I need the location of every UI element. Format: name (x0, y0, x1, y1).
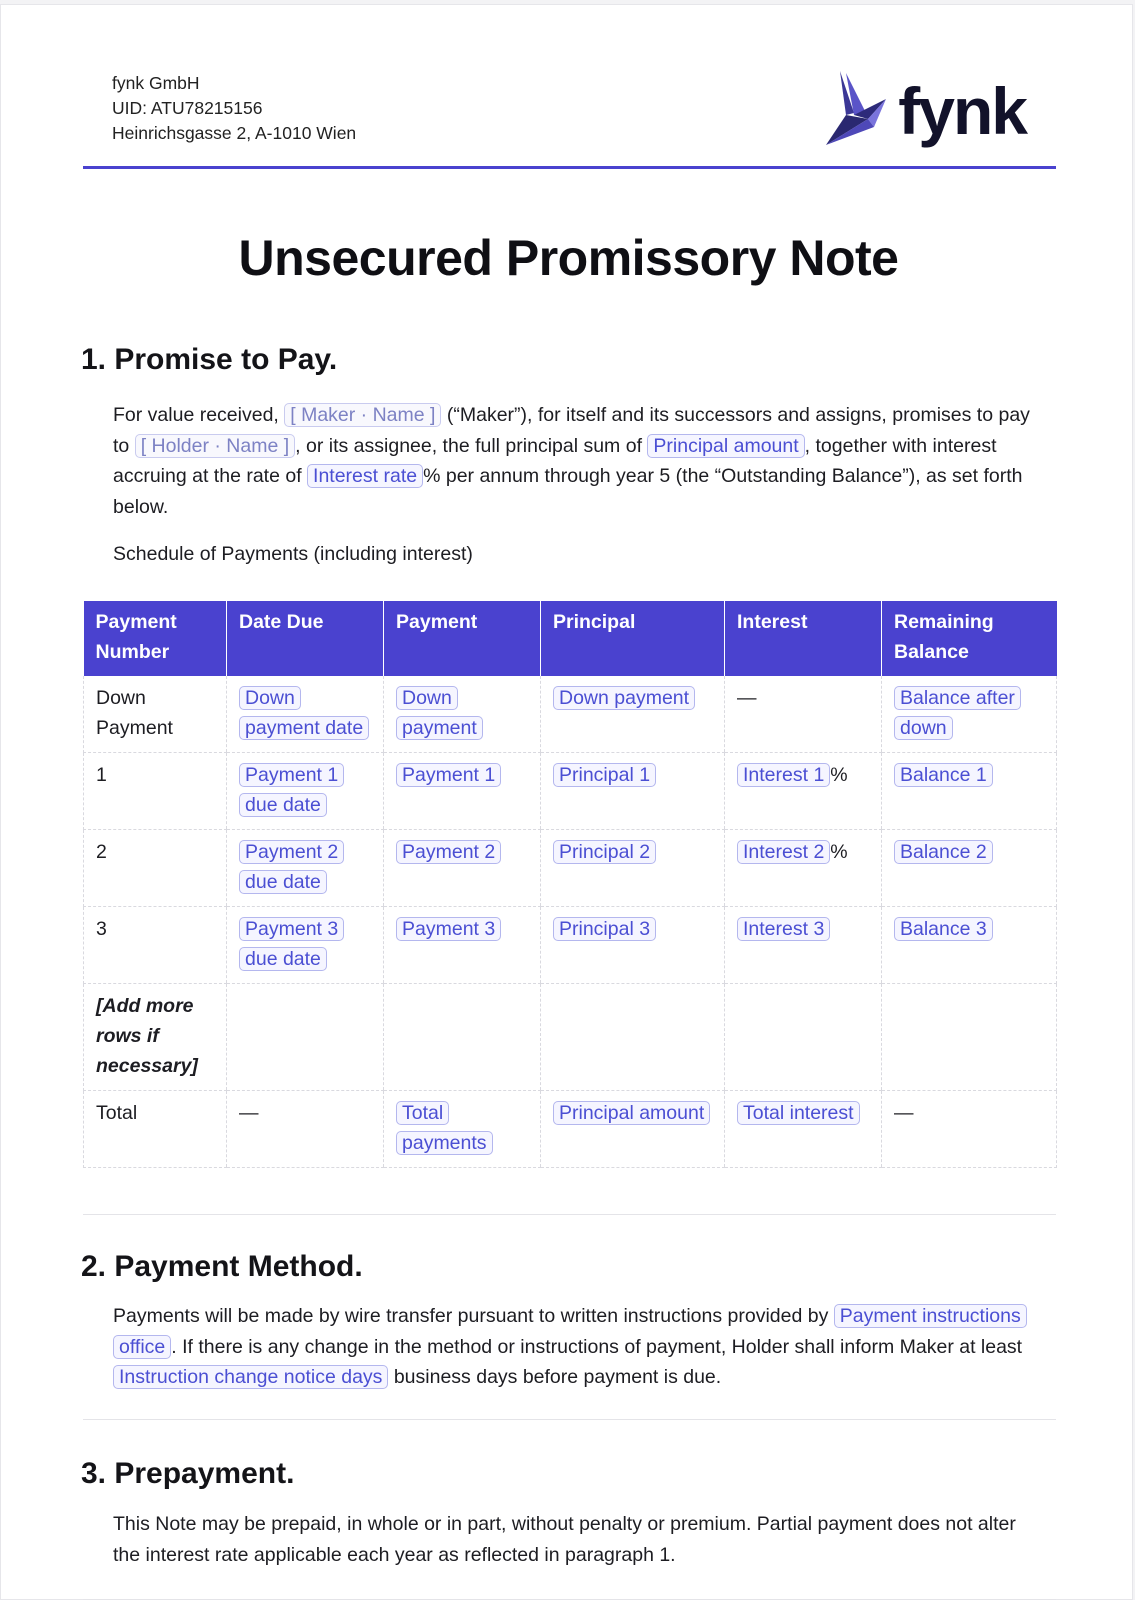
company-address: Heinrichsgasse 2, A-1010 Wien (112, 123, 357, 143)
table-row-down-payment (84, 676, 1057, 753)
section-1-heading: 1. Promise to Pay. (81, 343, 338, 376)
section-2-paragraph (113, 1301, 1048, 1393)
col-header-interest: Interest (725, 601, 882, 676)
company-uid: UID: ATU78215156 (112, 98, 263, 118)
text-run: For value received, (113, 404, 285, 426)
cell-number: 3 (84, 907, 227, 984)
text-run: Payments will be made by wire transfer pursuant to written instructions provided by (113, 1305, 834, 1327)
cell-date (227, 753, 384, 830)
maker-name-field[interactable]: [ Maker · Name ] (284, 403, 441, 427)
cell-payment (384, 753, 541, 830)
payment-3-field[interactable]: Payment 3 (396, 917, 501, 941)
cell-date: — (227, 1091, 384, 1168)
section-divider (83, 1214, 1056, 1215)
cell-interest (725, 830, 882, 907)
interest-1-field[interactable]: Interest 1 (737, 763, 830, 787)
percent-sign: % (830, 764, 848, 786)
empty-cell (882, 984, 1057, 1091)
cell-label: Total (84, 1091, 227, 1168)
payment-3-due-date-field[interactable]: Payment 3 due date (239, 917, 344, 971)
cell-principal (541, 1091, 725, 1168)
col-header-remaining-balance: Remaining Balance (882, 601, 1057, 676)
text-run: . If there is any change in the method or instructions of payment, Holder shall inform Maker at least (171, 1335, 1023, 1358)
section-divider (83, 1419, 1056, 1420)
col-header-principal: Principal (541, 601, 725, 676)
cell-balance (882, 753, 1057, 830)
logo-wordmark: fynk (898, 73, 1026, 148)
text-run: , or its assignee, the full principal sum of (295, 434, 648, 457)
cell-payment (384, 1091, 541, 1168)
cell-principal (541, 907, 725, 984)
cell-number: 2 (84, 830, 227, 907)
company-name: fynk GmbH (112, 73, 200, 93)
table-row (84, 907, 1057, 984)
empty-cell (384, 984, 541, 1091)
schedule-caption: Schedule of Payments (including interest) (113, 543, 473, 565)
text-run: % per annum through year 5 (the “Outstanding Balance”), as set forth below. (113, 465, 1023, 518)
col-header-payment: Payment (384, 601, 541, 676)
cell-interest: — (725, 676, 882, 753)
empty-cell (725, 984, 882, 1091)
cell-principal (541, 676, 725, 753)
col-header-payment-number: Payment Number (84, 601, 227, 676)
document-title: Unsecured Promissory Note (238, 230, 899, 286)
cell-balance: — (882, 1091, 1057, 1168)
balance-2-field[interactable]: Balance 2 (894, 840, 993, 864)
instruction-change-notice-days-field[interactable]: Instruction change notice days (113, 1365, 388, 1389)
principal-2-field[interactable]: Principal 2 (553, 840, 656, 864)
empty-cell (541, 984, 725, 1091)
cell-interest (725, 1091, 882, 1168)
interest-3-field[interactable]: Interest 3 (737, 917, 830, 941)
fynk-bird-logo-icon (824, 69, 894, 152)
cell-date (227, 676, 384, 753)
payment-2-field[interactable]: Payment 2 (396, 840, 501, 864)
text-run: (“Maker”), for itself and its successors and assigns, promises to pay to (113, 404, 1030, 457)
total-interest-field[interactable]: Total interest (737, 1101, 860, 1125)
section-1-paragraph (113, 400, 1048, 522)
add-rows-note: [Add more rows if necessary] (84, 984, 227, 1091)
total-payments-field[interactable]: Total payments (396, 1101, 493, 1155)
cell-balance (882, 676, 1057, 753)
table-row (84, 753, 1057, 830)
cell-principal (541, 753, 725, 830)
down-payment-date-field[interactable]: Down payment date (239, 686, 369, 740)
fynk-logo (824, 69, 1026, 152)
section-3-paragraph: This Note may be prepaid, in whole or in part, without penalty or premium. Partial payment does not alter the interest rate applicable each year as reflected in paragraph 1. (113, 1513, 1016, 1566)
table-row-total (84, 1091, 1057, 1168)
cell-balance (882, 830, 1057, 907)
payment-1-due-date-field[interactable]: Payment 1 due date (239, 763, 344, 817)
payment-schedule-table (83, 601, 1057, 1168)
balance-after-down-field[interactable]: Balance after down (894, 686, 1021, 740)
balance-3-field[interactable]: Balance 3 (894, 917, 993, 941)
section-2-heading: 2. Payment Method. (81, 1250, 363, 1283)
principal-3-field[interactable]: Principal 3 (553, 917, 656, 941)
interest-2-field[interactable]: Interest 2 (737, 840, 830, 864)
cell-principal (541, 830, 725, 907)
payment-1-field[interactable]: Payment 1 (396, 763, 501, 787)
cell-interest (725, 753, 882, 830)
cell-date (227, 907, 384, 984)
cell-payment (384, 676, 541, 753)
cell-number: 1 (84, 753, 227, 830)
cell-date (227, 830, 384, 907)
holder-name-field[interactable]: [ Holder · Name ] (135, 434, 295, 458)
percent-sign: % (830, 841, 848, 863)
down-payment-field[interactable]: Down payment (396, 686, 483, 740)
text-run: business days before payment is due. (388, 1366, 722, 1388)
cell-label: Down Payment (84, 676, 227, 753)
company-info (112, 71, 356, 146)
balance-1-field[interactable]: Balance 1 (894, 763, 993, 787)
section-3-heading: 3. Prepayment. (81, 1457, 295, 1490)
empty-cell (227, 984, 384, 1091)
interest-rate-field[interactable]: Interest rate (307, 464, 423, 488)
payment-2-due-date-field[interactable]: Payment 2 due date (239, 840, 344, 894)
table-row-add-more (84, 984, 1057, 1091)
cell-payment (384, 830, 541, 907)
table-header-row (84, 601, 1057, 676)
total-principal-field[interactable]: Principal amount (553, 1101, 710, 1125)
cell-payment (384, 907, 541, 984)
cell-balance (882, 907, 1057, 984)
document-page (0, 4, 1133, 1600)
payment-instructions-office-field[interactable]: Payment instructions office (113, 1304, 1027, 1359)
cell-interest (725, 907, 882, 984)
header-divider (83, 166, 1056, 169)
col-header-date-due: Date Due (227, 601, 384, 676)
text-run: , together with interest accruing at the rate of (113, 434, 997, 487)
document-header (83, 67, 1056, 169)
principal-amount-field[interactable]: Principal amount (647, 434, 804, 458)
down-principal-field[interactable]: Down payment (553, 686, 695, 710)
table-row (84, 830, 1057, 907)
principal-1-field[interactable]: Principal 1 (553, 763, 656, 787)
